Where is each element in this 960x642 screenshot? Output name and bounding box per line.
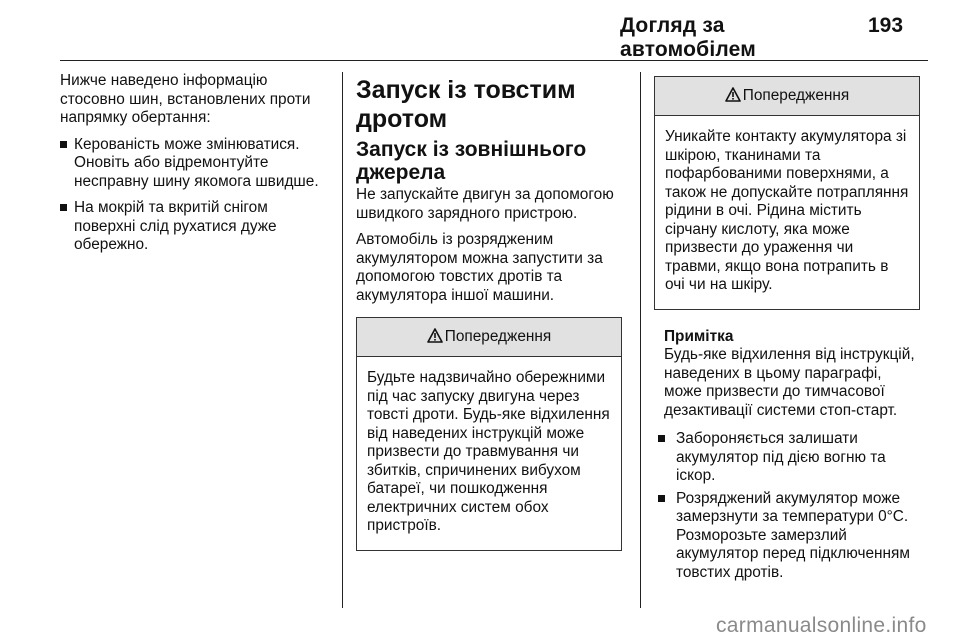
- warning-triangle-icon: [427, 320, 443, 358]
- right-column: [654, 76, 920, 586]
- warning-title: Попередження: [444, 328, 552, 345]
- bullet-item: Розряджений акумулятор може замерзнути за температури 0°C. Розморозьте замерзлий акумулятор перед підключенням товстих дротів.: [658, 490, 920, 583]
- tire-bullets: [60, 136, 332, 255]
- paragraph: Автомобіль із розрядженим акумулятором можна запустити за допомогою товстих дротів та акумулятора іншої машини.: [356, 231, 603, 304]
- paragraph: Не запускайте двигун за допомогою швидкого зарядного пристрою.: [356, 186, 614, 222]
- warning-text: Уникайте контакту акумулятора зі шкірою, тканинами та пофарбованими поверхнями, а також не допускайте потрапляння рідини в очі. Рідина містить сірчану кислоту, яка може призвести до ураження чи травми, якщо вона потрапить в очі чи на шкіру.: [665, 128, 909, 293]
- battery-bullets: [654, 430, 920, 582]
- intro-paragraph: Нижче наведено інформацію стосовно шин, встановлених проти напрямку обертання:: [60, 72, 311, 126]
- note-block: [654, 310, 920, 421]
- bullet-item: Забороняється залишати акумулятор під дією вогню та іскор.: [658, 430, 920, 486]
- watermark-text: carmanualsonline.info: [716, 614, 927, 637]
- note-title: Примітка: [664, 327, 734, 345]
- warning-triangle-icon: [725, 79, 741, 117]
- column-divider-right: [640, 72, 641, 608]
- note-text: Будь-яке відхилення від інструкцій, наведених в цьому параграфі, може призвести до тимчасової дезактивації системи стоп-старт.: [664, 346, 915, 419]
- warning-title: Попередження: [742, 87, 850, 104]
- warning-box: [356, 317, 622, 551]
- warning-header: [357, 318, 621, 357]
- subsection-title: Запуск із зовнішнього джерела: [356, 138, 587, 184]
- bullet-item: Керованість може змінюватися. Оновіть або відремонтуйте несправну шину якомога швидше.: [60, 136, 332, 192]
- section-title: Запуск із товстим дротом: [356, 76, 576, 133]
- warning-box: [654, 76, 920, 310]
- left-column: [60, 72, 332, 263]
- page-number: 193: [868, 14, 904, 37]
- warning-header: [655, 77, 919, 116]
- bullet-item: На мокрій та вкритій снігом поверхні слід рухатися дуже обережно.: [60, 199, 332, 255]
- warning-text: Будьте надзвичайно обережними під час запуску двигуна через товсті дроти. Будь-яке відхилення від наведених інструкцій може призвести до травмування чи збитків, спричинених вибухом батареї, чи пошкодження електричних систем обох пристроїв.: [367, 369, 610, 534]
- column-divider-left: [342, 72, 343, 608]
- header-rule: [60, 60, 928, 61]
- page-header-title: Догляд за автомобілем: [620, 14, 756, 61]
- middle-column: [356, 76, 622, 551]
